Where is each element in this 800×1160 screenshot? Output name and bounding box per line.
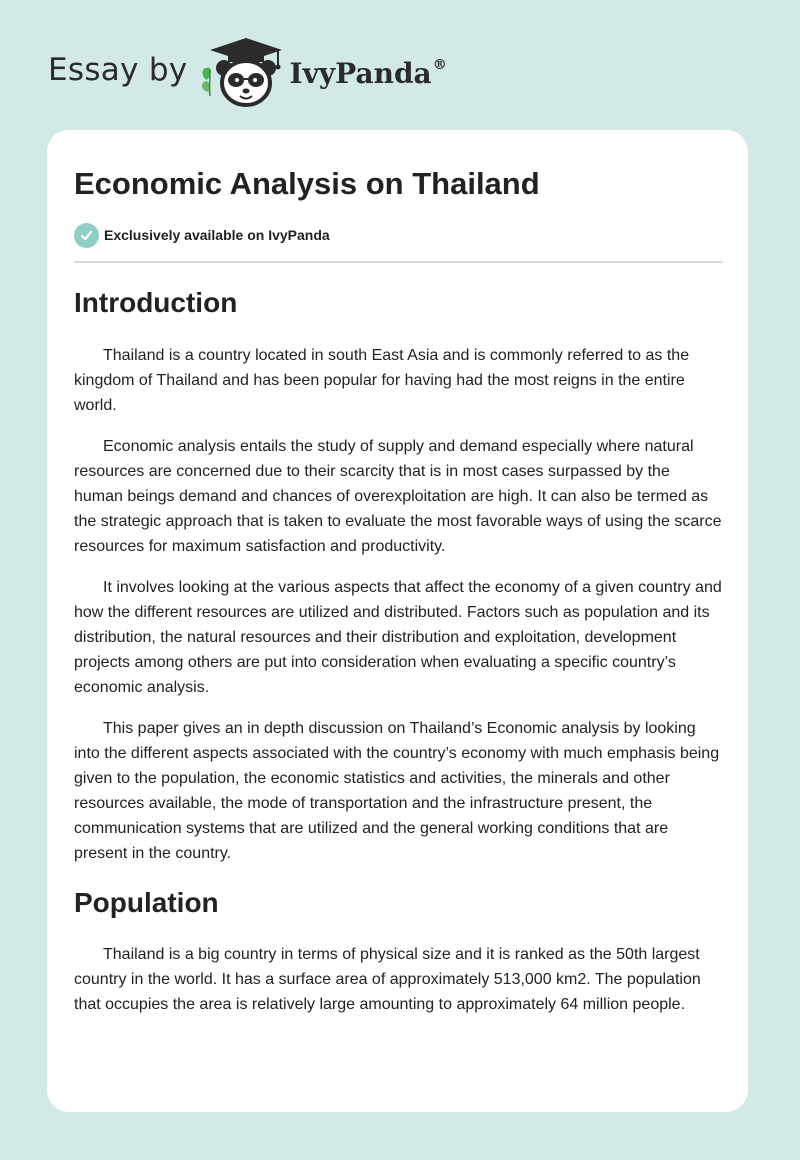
panda-logo-icon (198, 36, 288, 108)
page-title: Economic Analysis on Thailand (74, 166, 540, 201)
paragraph: Thailand is a country located in south East Asia and is commonly referred to as the kingdom of Thailand and has been popular for having had the most reigns in the entire world. (74, 347, 690, 414)
badge-label: Exclusively available on IvyPanda (104, 227, 330, 243)
check-icon (74, 223, 99, 248)
essay-content (74, 162, 723, 1017)
paragraph: Economic analysis entails the study of supply and demand especially where natural resources are concerned due to their scarcity that is in most cases surpassed by the human beings demand and chances of overexploitation are high. It can also be termed as the strategic approach that is taken to evaluate the most favorable ways of using the scarce resources for maximum satisfaction and productivity. (74, 438, 722, 555)
divider (74, 261, 723, 263)
section-heading-population: Population (74, 887, 219, 918)
paragraph: Thailand is a big country in terms of physical size and it is ranked as the 50th largest country in the world. It has a surface area of approximately 513,000 km2. The population that occupies the area is relatively large amounting to approximately 64 million people. (74, 946, 701, 1013)
exclusive-badge (74, 222, 723, 248)
paragraph: It involves looking at the various aspects that affect the economy of a given country and how the different resources are utilized and distributed. Factors such as population and its distribution, the natural resources and their distribution and exploitation, development projects among others are put into consideration when evaluating a specific country’s economic analysis. (74, 579, 722, 696)
paragraph: This paper gives an in depth discussion on Thailand’s Economic analysis by looking into the different aspects associated with the country’s economy with much emphasis being given to the population, the economic statistics and activities, the minerals and other resources available, the mode of transportation and the infrastructure present, the communication systems that are utilized and the general working conditions that are present in the country. (74, 720, 720, 862)
section-heading-introduction: Introduction (74, 287, 238, 318)
registered-mark: ® (432, 56, 447, 73)
brand-prefix: Essay by (48, 52, 188, 88)
brand-header[interactable] (48, 36, 447, 108)
essay-card (47, 130, 748, 1112)
brand-name: IvyPanda® (289, 56, 447, 90)
